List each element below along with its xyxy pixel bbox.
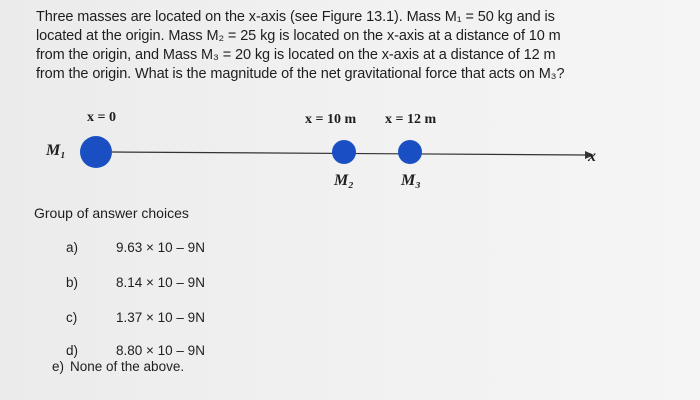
- label-m2: M₂: [334, 172, 354, 189]
- label-x-12m: x = 12 m: [385, 112, 437, 127]
- label-m3: M₃: [401, 172, 421, 189]
- mass-m1-circle: [80, 136, 112, 168]
- question-line: from the origin. What is the magnitude of the net gravitational force that acts on M₃?: [36, 66, 565, 82]
- label-x-10m: x = 10 m: [305, 112, 357, 127]
- choice-d[interactable]: 8.80 × 10 – 9N: [116, 343, 205, 358]
- question-line: Three masses are located on the x-axis (see Figure 13.1). Mass M₁ = 50 kg and is: [36, 9, 555, 25]
- choice-letter-a: a): [66, 240, 79, 255]
- choice-letter-e: e): [52, 359, 65, 374]
- label-m1: M₁: [46, 142, 66, 159]
- choice-a[interactable]: 9.63 × 10 – 9N: [116, 240, 205, 255]
- choice-letter-c: c): [66, 310, 78, 325]
- choice-c[interactable]: 1.37 × 10 – 9N: [116, 310, 205, 325]
- choice-letter-b: b): [66, 275, 79, 290]
- question-line: from the origin, and Mass M₃ = 20 kg is located on the x-axis at a distance of 12 m: [36, 47, 556, 63]
- choice-b[interactable]: 8.14 × 10 – 9N: [116, 275, 205, 290]
- label-x-axis: x: [588, 148, 596, 165]
- question-line: located at the origin. Mass M₂ = 25 kg is located on the x-axis at a distance of 10 m: [36, 28, 561, 44]
- mass-m3-circle: [398, 140, 422, 164]
- mass-m2-circle: [332, 140, 356, 164]
- choice-letter-d: d): [66, 343, 79, 358]
- choice-e[interactable]: None of the above.: [70, 359, 185, 374]
- label-x-origin: x = 0: [87, 110, 116, 125]
- choices-heading: Group of answer choices: [34, 205, 189, 221]
